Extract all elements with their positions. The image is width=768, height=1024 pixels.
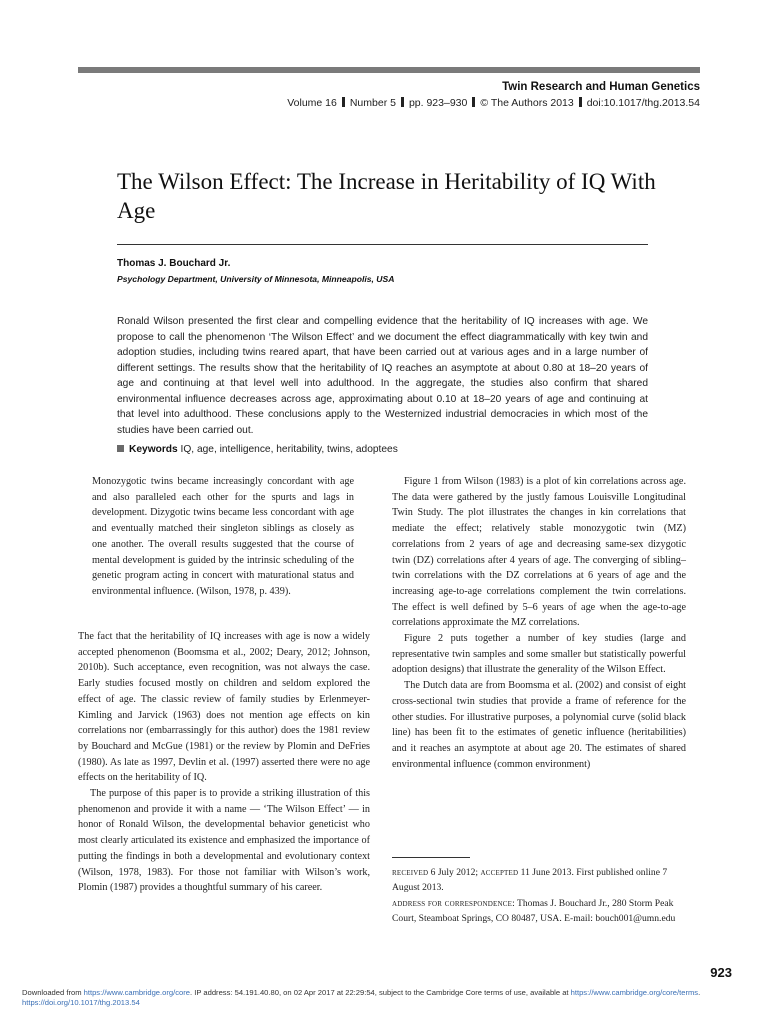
- received-date: 6 July 2012;: [430, 867, 479, 878]
- doi: doi:10.1017/thg.2013.54: [586, 97, 700, 109]
- epigraph-quote: Monozygotic twins became increasingly concordant with age and also paralleled each other for the spurts and lags in development. Dizygotic twins became less concordant with age and eventually matched their singleton siblings as closely as one another. The overall results suggested that the course of mental development is guided by the intrinsic scheduling of the genetic program acting in concert with maturational status and environmental influence. (Wilson, 1978, p. 439).: [92, 476, 354, 597]
- download-separator: .: [698, 988, 701, 997]
- correspondence-note: [392, 897, 686, 927]
- meta-separator: [342, 97, 345, 107]
- copyright: © The Authors 2013: [480, 97, 574, 109]
- download-mid: . IP address: 54.191.40.80, on 02 Apr 2017 at 22:29:54, subject to the Cambridge Core terms of use, available at: [190, 988, 571, 997]
- body-paragraph: Figure 1 from Wilson (1983) is a plot of kin correlations across age. The data were gathered by the justly famous Louisville Longitudinal Twin Study. The plot illustrates the changes in kin correlations that mediate the effect; relatively stable monozygotic twin (MZ) correlations from 2 years of age and decreasing same-sex dizygotic twin (DZ) correlations after 4 years of age. The converging of sibling–twin correlations with the DZ correlations at 6 years of age and the increasing age-to-age correlations complement the twin correlations. The effect is well defined by 5–6 years of age when the age-to-age correlations approximate the MZ correlations.: [392, 476, 686, 629]
- author-affiliation: Psychology Department, University of Minnesota, Minneapolis, USA: [117, 274, 395, 284]
- meta-separator: [401, 97, 404, 107]
- meta-separator: [472, 97, 475, 107]
- doi-link[interactable]: https://doi.org/10.1017/thg.2013.54: [22, 998, 140, 1007]
- header-rule: [78, 67, 700, 73]
- accepted-label: accepted: [480, 867, 519, 878]
- accepted-date: 11 June 2013. First published online 7 August 2013.: [392, 867, 668, 893]
- body-paragraph: The purpose of this paper is to provide a striking illustration of this phenomenon and provide it with a name — ‘The Wilson Effect’ — in honor of Ronald Wilson, the developmental behavior geneticist who most clearly articulated its existence and emphasized the importance of putting the findings in both a developmental and evolutionary context (Wilson, 1978, 1983). For those not familiar with Wilson’s work, Plomin (1987) provides a thoughtful summary of his career.: [78, 788, 370, 894]
- issue-number: Number 5: [349, 97, 396, 109]
- journal-name: Twin Research and Human Genetics: [502, 81, 700, 93]
- address-text: : Thomas J. Bouchard Jr., 280 Storm Peak Court, Steamboat Springs, CO 80487, USA. E-mail: bouch001@umn.edu: [392, 898, 676, 924]
- body-paragraph: The fact that the heritability of IQ increases with age is now a widely accepted phenomenon (Boomsma et al., 2002; Deary, 2012; Johnson, 2010b). Such acceptance, even recognition, was not always the case. Early studies focused mostly on children and seldom explored the effect of age. The classic review of family studies by Erlenmeyer-Kimling and Jarvick (1963) does not mention age effects on kin correlations nor (embarrassingly for this author) does the 1981 review by Bouchard and McGue (1981) or the review by Plomin and DeFries (1980). As late as 1997, Devlin et al. (1997) asserted there were no age effects on the heritability of IQ.: [78, 631, 370, 784]
- article-title: The Wilson Effect: The Increase in Heritability of IQ With Age: [117, 169, 656, 223]
- left-column: [78, 629, 370, 896]
- cambridge-core-link[interactable]: https://www.cambridge.org/core: [83, 988, 190, 997]
- square-bullet-icon: [117, 445, 124, 452]
- volume: Volume 16: [287, 97, 337, 109]
- address-label: address for correspondence: [392, 898, 513, 909]
- footnote-rule: [392, 857, 470, 858]
- terms-link[interactable]: https://www.cambridge.org/core/terms: [570, 988, 699, 997]
- journal-meta: [287, 97, 700, 109]
- meta-separator: [579, 97, 582, 107]
- keywords-label: Keywords: [129, 444, 178, 455]
- body-paragraph: Figure 2 puts together a number of key studies (large and representative twin samples and some smaller but statistically powerful adoption designs) that illustrate the generality of the Wilson Effect.: [392, 633, 686, 676]
- keywords: [117, 444, 398, 455]
- download-prefix: Downloaded from: [22, 988, 84, 997]
- page-range: pp. 923–930: [408, 97, 468, 109]
- abstract: Ronald Wilson presented the first clear and compelling evidence that the heritability of IQ increases with age. We propose to call the phenomenon ‘The Wilson Effect’ and we document the effect diagrammatically with key twin and adoption studies, including twins reared apart, that have been carried out at various ages and in a large number of different settings. The results show that the heritability of IQ reaches an asymptote at about 0.80 at 18–20 years of age and continuing at that level well into adulthood. In the aggregate, the studies also confirm that shared environmental influence decreases across age, approximating about 0.10 at 18–20 years of age and continuing at that level into adulthood. These conclusions apply to the Westernized industrial democracies in which most of the studies have been carried out.: [117, 316, 648, 436]
- received-note: [392, 866, 686, 896]
- received-label: received: [392, 867, 429, 878]
- body-paragraph: The Dutch data are from Boomsma et al. (2002) and consist of eight cross-sectional twin studies that provide a frame of reference for the other studies. For illustrative purposes, a polynomial curve (solid black line) has been fit to the estimates of genetic influence (heritabilities) and it reaches an asymptote at about age 20. The estimates of shared environmental influence (common environment): [392, 680, 686, 770]
- keywords-list: IQ, age, intelligence, heritability, twins, adoptees: [180, 444, 398, 455]
- title-rule: [117, 244, 648, 245]
- download-notice: [22, 988, 722, 1008]
- author-name: Thomas J. Bouchard Jr.: [117, 258, 231, 269]
- right-column: [392, 474, 686, 772]
- page-number: 923: [710, 965, 732, 980]
